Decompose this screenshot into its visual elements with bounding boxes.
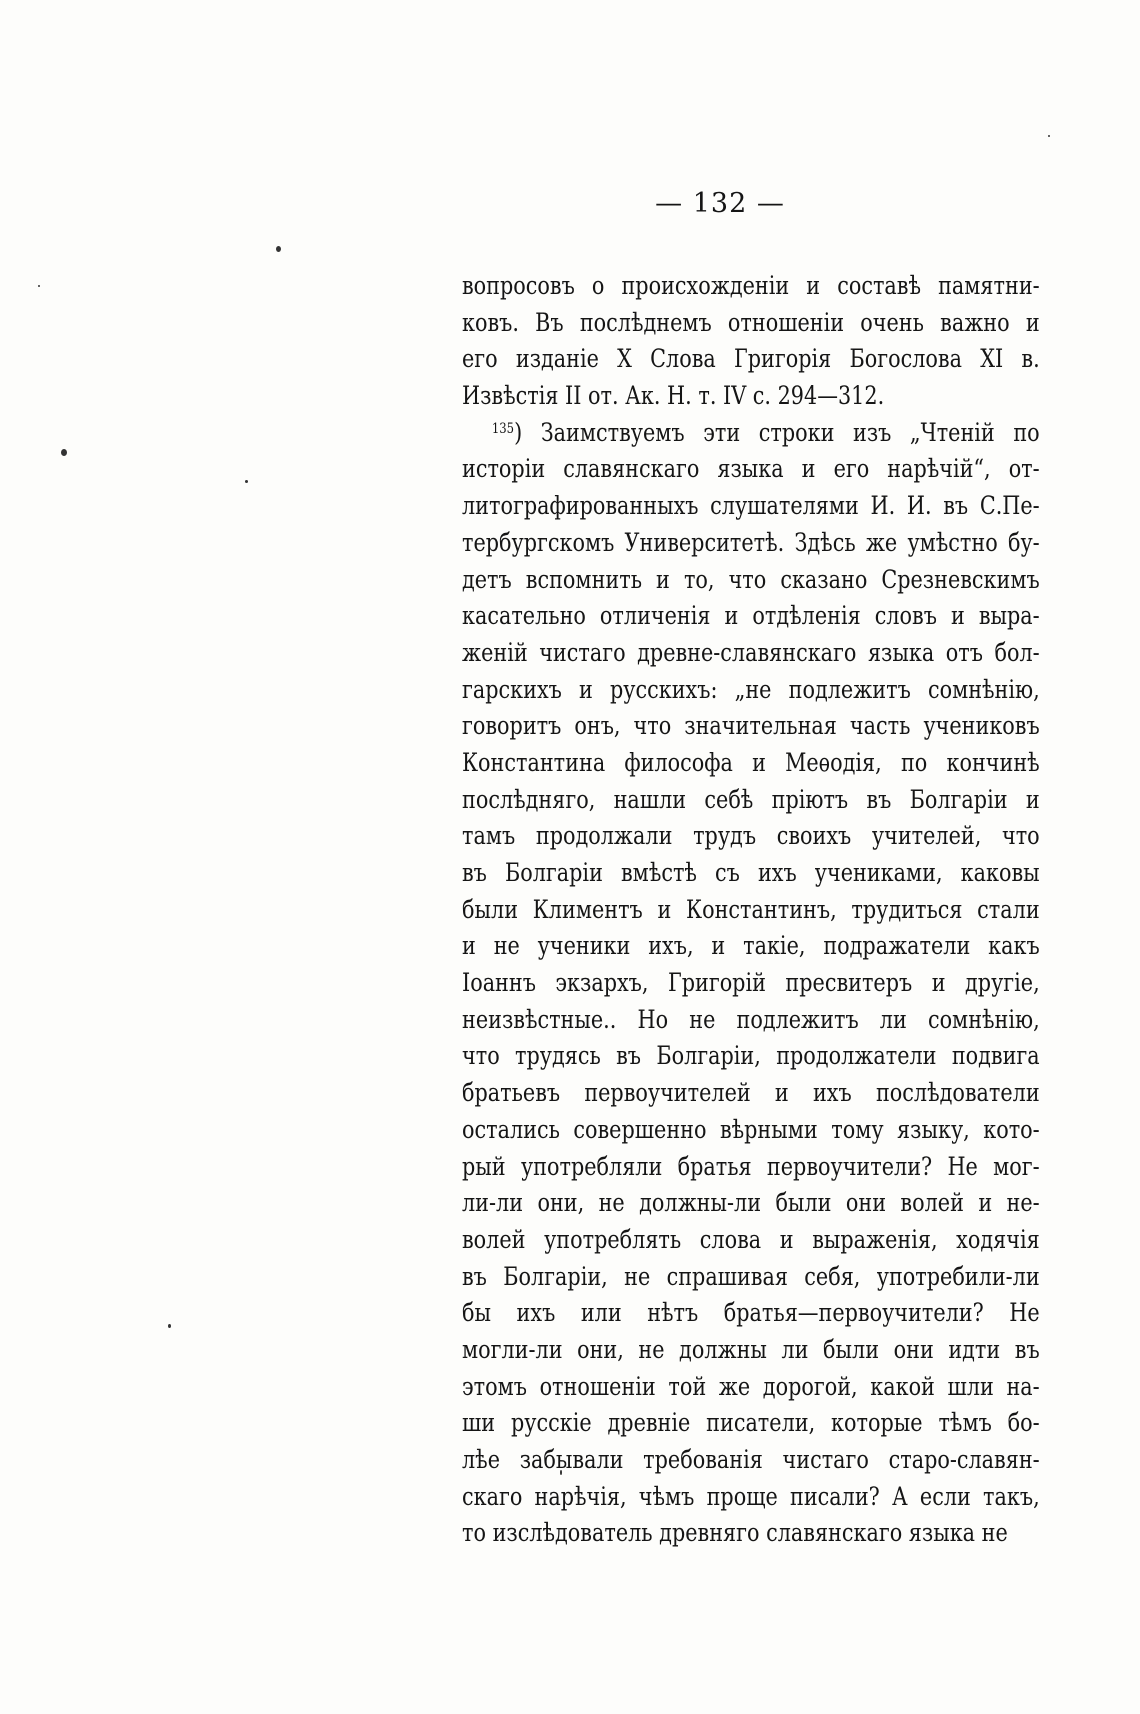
footnote-line: детъ вспомнить и то, что сказано Срезневскимъ [462, 564, 1040, 594]
footnote-line: рый употребляли братья первоучители? Не мог- [462, 1151, 1040, 1181]
text-line: ковъ. Въ послѣднемъ отношеніи очень важно и [462, 307, 1040, 337]
footnote-line: Іоаннъ экзархъ, Григорій пресвитеръ и другіе, [462, 968, 1040, 998]
footnote-line: то изслѣдователь древняго славянскаго языка не [462, 1518, 1008, 1548]
footnote-line: волей употреблять слова и выраженія, ходячія [462, 1224, 1040, 1254]
footnote-start [462, 415, 1040, 452]
footnote-line: женій чистаго древне-славянскаго языка отъ бол- [462, 637, 1040, 667]
text-line: вопросовъ о происхожденіи и составѣ памятни- [462, 271, 1040, 300]
footnote-line: литографированныхъ слушателями И. И. въ С.Пе- [462, 491, 1040, 521]
scan-speck [245, 480, 248, 483]
footnote-line: касательно отличенія и отдѣленія словъ и выра- [462, 601, 1040, 631]
footnote-line: тербургскомъ Университетѣ. Здѣсь же умѣстно бу- [462, 527, 1040, 557]
footnote-line: говоритъ онъ, что значительная часть учениковъ [462, 711, 1040, 741]
footnote-line: исторіи славянскаго языка и его нарѣчій“, от- [462, 454, 1040, 484]
footnote-line: остались совершенно вѣрными тому языку, кото- [462, 1114, 1040, 1144]
footnote-line: тамъ продолжали трудъ своихъ учителей, что [462, 821, 1040, 851]
main-text [462, 268, 1040, 1552]
footnote-line: были Климентъ и Константинъ, трудиться стали [462, 894, 1040, 924]
footnote-line: неизвѣстные.. Но не подлежитъ ли сомнѣнію, [462, 1004, 1040, 1034]
footnote-line: лѣе забывали требованія чистаго старо-славян- [462, 1445, 1040, 1474]
footnote-line: ши русскіе древніе писатели, которые тѣмъ бо- [462, 1408, 1040, 1438]
footnote-line: скаго нарѣчія, чѣмъ проще писали? А если такъ, [462, 1481, 1040, 1511]
footnote-line: Константина философа и Меѳодія, по кончинѣ [462, 747, 1040, 777]
footnote-line: ли-ли они, не должны-ли были они волей и не- [462, 1188, 1040, 1218]
scan-speck [38, 285, 40, 287]
footnote-line: въ Болгаріи, не спрашивая себя, употребили-ли [462, 1261, 1040, 1291]
text-line: его изданіе X Слова Григорія Богослова XI в. [462, 344, 1040, 374]
footnote-line: гарскихъ и русскихъ: „не подлежитъ сомнѣнію, [462, 674, 1040, 704]
page-number: — 132 — [655, 188, 785, 219]
scan-speck [168, 1324, 171, 1328]
scan-speck [276, 246, 281, 252]
footnote-line: бы ихъ или нѣтъ братья—первоучители? Не [462, 1298, 1040, 1328]
footnote-line: и не ученики ихъ, и такіе, подражатели какъ [462, 931, 1040, 961]
footnote-line: могли-ли они, не должны ли были они идти въ [462, 1334, 1040, 1364]
scan-speck [61, 449, 67, 456]
scan-speck [1048, 135, 1050, 137]
footnote-marker: 135 [491, 420, 515, 437]
footnote-line: что трудясь въ Болгаріи, продолжатели подвига [462, 1041, 1040, 1071]
text-line: Извѣстія II от. Ак. Н. т. IV с. 294—312. [462, 381, 885, 411]
footnote-line: этомъ отношеніи той же дорогой, какой шли на- [462, 1371, 1040, 1401]
footnote-line: послѣдняго, нашли себѣ пріютъ въ Болгаріи и [462, 784, 1040, 814]
footnote-line: въ Болгаріи вмѣстѣ съ ихъ учениками, каковы [462, 858, 1040, 887]
footnote-first-line: ) Заимствуемъ эти строки изъ „Чтеній по [514, 417, 1040, 447]
footnote-line: братьевъ первоучителей и ихъ послѣдователи [462, 1078, 1040, 1108]
